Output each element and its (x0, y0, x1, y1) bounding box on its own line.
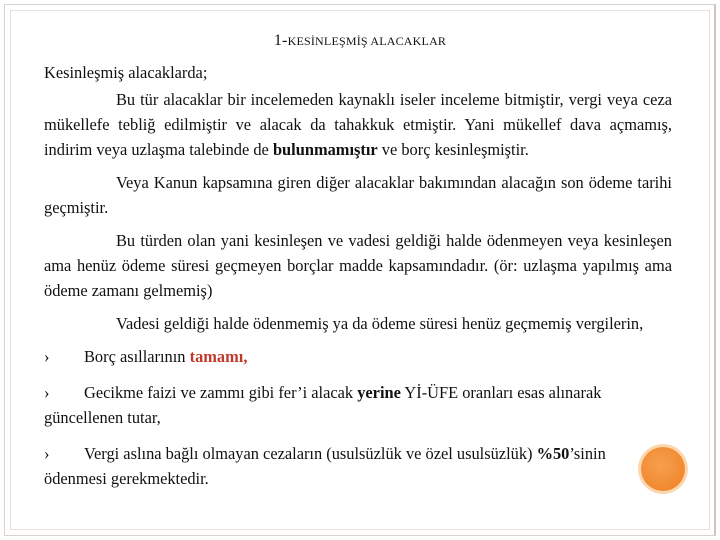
paragraph-1-tail: ve borç kesinleşmiştir. (377, 140, 529, 159)
slide-content (44, 60, 672, 502)
bullet-marker-icon: › (44, 383, 50, 402)
paragraph-3: Bu türden olan yani kesinleşen ve vadesi geldiği halde ödenmeyen veya kesinleşen ama henüz ödeme süresi geçmeyen borçlar madde kapsamındadır. (ör: uzlaşma yapılmış ama ödeme zamanı gelmemiş) (44, 231, 672, 300)
intro-suffix: ; (202, 63, 208, 82)
slide-title (0, 32, 720, 50)
title-text: KESİNLEŞMİŞ ALACAKLAR (287, 34, 447, 48)
intro-line (44, 60, 672, 85)
bullet-marker-icon: › (44, 444, 50, 463)
paragraph-4: Vadesi geldiği halde ödenmemiş ya da ödeme süresi henüz geçmemiş vergilerin, (116, 314, 644, 333)
bullet-1-text: Borç asıllarının (84, 347, 190, 366)
bullet-3-pre: Vergi aslına bağlı olmayan cezaların (usulsüzlük ve özel usulsüzlük) (84, 444, 537, 463)
bullet-1-highlight: tamamı, (189, 347, 248, 366)
bullet-2-pre: Gecikme faizi ve zammı gibi fer’i alacak (84, 383, 358, 402)
bullet-item-1 (44, 344, 672, 369)
bullet-marker-icon: › (44, 347, 50, 366)
paragraph-1 (44, 87, 672, 162)
bullet-3-bold: %50 (536, 444, 570, 463)
paragraph-2: Veya Kanun kapsamına giren diğer alacaklar bakımından alacağın son ödeme tarihi geçmiştir. (44, 173, 672, 217)
title-number: 1- (273, 32, 288, 49)
paragraph-1-text: Bu tür alacaklar bir incelemeden kaynaklı iseler inceleme bitmiştir, vergi veya ceza mükellefe tebliğ edilmiştir ve alacak da tahakkuk etmiştir. Yani mükellef dava açmamış, indirim veya uzlaşma talebinde de (44, 90, 672, 159)
intro-heading: Kesinleşmiş alacaklarda (44, 63, 203, 82)
paragraph-1-bold: bulunmamıştır (272, 140, 378, 159)
orange-circle-decoration (641, 447, 685, 491)
bullet-2-post: Yİ-ÜFE oranları esas alınarak güncellenen tutar, (44, 383, 602, 427)
bullet-2-bold: yerine (357, 383, 401, 402)
bullet-3-post: ’sinin ödenmesi gerekmektedir. (44, 444, 606, 488)
bullet-item-3 (44, 441, 672, 491)
bullet-item-2 (44, 380, 672, 430)
